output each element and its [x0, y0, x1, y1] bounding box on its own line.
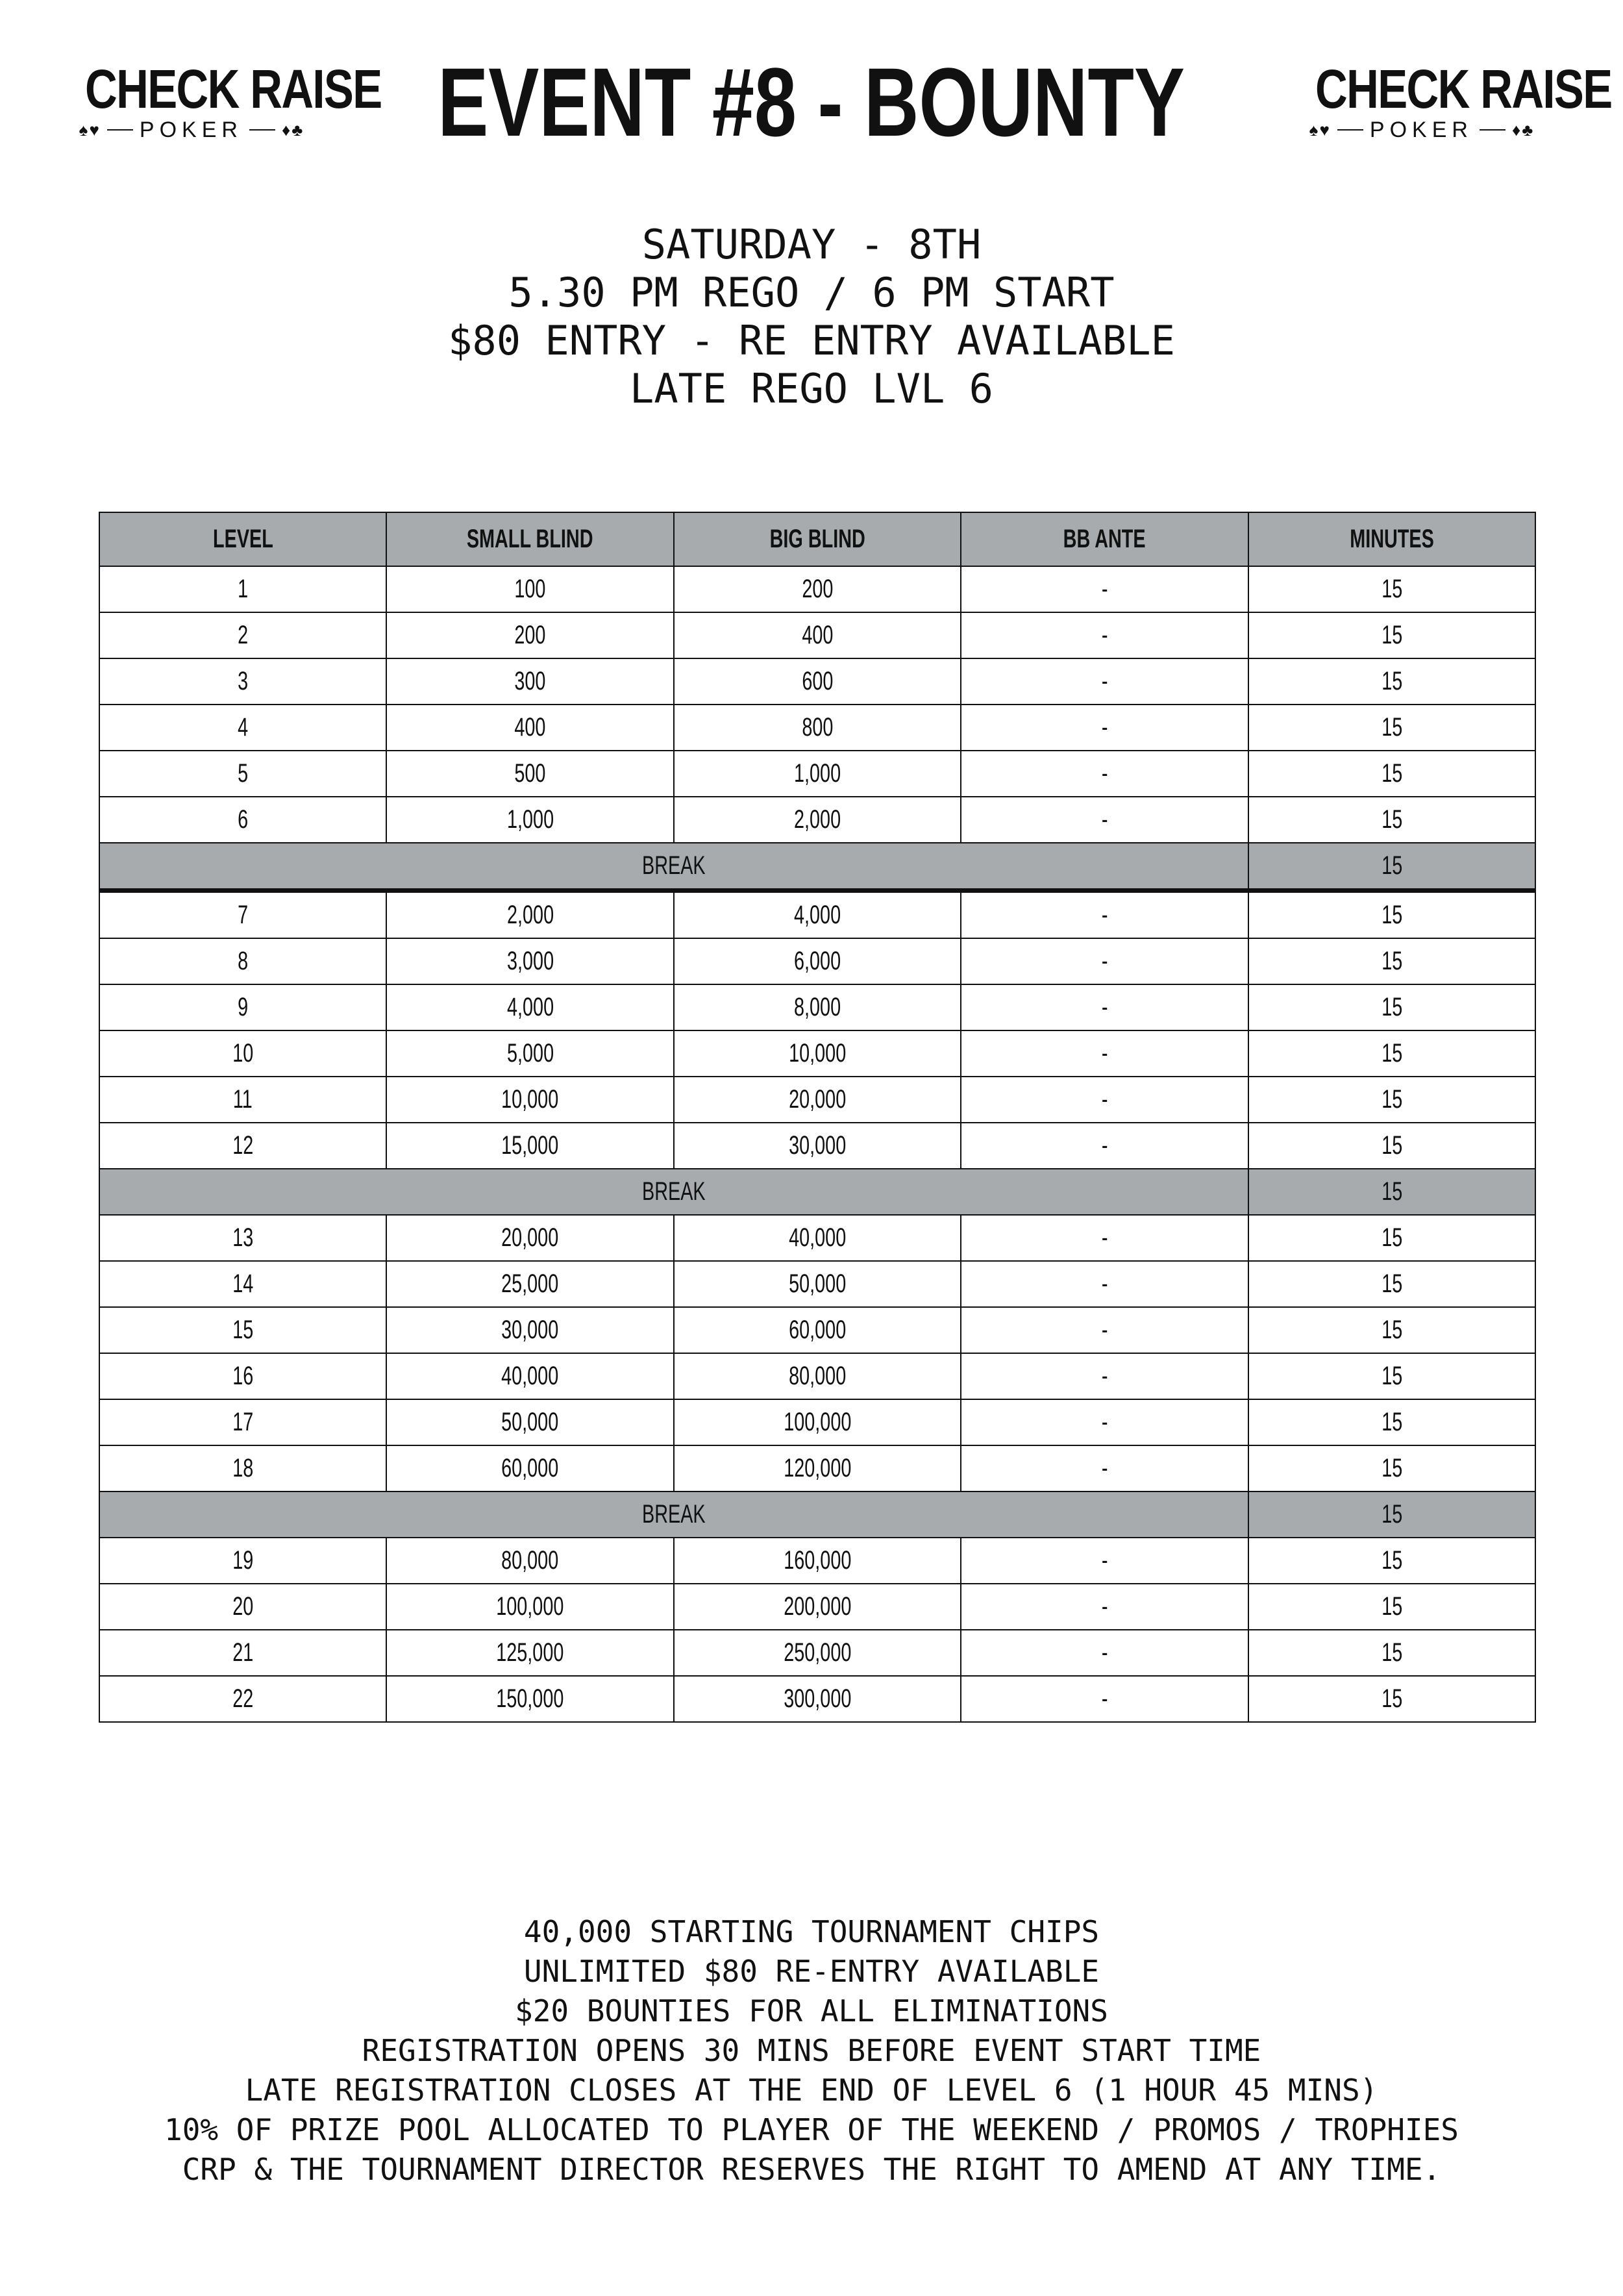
bb-ante-cell: - — [961, 1399, 1248, 1445]
minutes-cell: 15 — [1248, 612, 1535, 658]
level-cell: 16 — [99, 1353, 386, 1399]
table-row — [99, 984, 1535, 1030]
table-row — [99, 938, 1535, 984]
small-blind-cell: 50,000 — [386, 1399, 673, 1445]
level-cell: 15 — [99, 1307, 386, 1353]
level-cell: 7 — [99, 891, 386, 939]
level-cell: 20 — [99, 1584, 386, 1630]
bb-ante-cell: - — [961, 1030, 1248, 1077]
note-line: 40,000 STARTING TOURNAMENT CHIPS — [523, 1914, 1100, 1949]
minutes-cell: 15 — [1248, 1445, 1535, 1491]
small-blind-cell: 400 — [386, 705, 673, 751]
table-row — [99, 1123, 1535, 1169]
minutes-cell: 15 — [1248, 1030, 1535, 1077]
bb-ante-cell: - — [961, 658, 1248, 705]
column-header-small-blind: SMALL BLIND — [386, 512, 673, 566]
small-blind-cell: 500 — [386, 751, 673, 797]
logo-wordmark: CHECK RAISE — [85, 58, 382, 119]
big-blind-cell: 160,000 — [674, 1538, 961, 1584]
bb-ante-cell: - — [961, 1077, 1248, 1123]
column-header-big-blind: BIG BLIND — [674, 512, 961, 566]
logo-wordmark: CHECK RAISE — [1315, 58, 1612, 119]
bb-ante-cell: - — [961, 1215, 1248, 1261]
big-blind-cell: 300,000 — [674, 1676, 961, 1722]
table-row — [99, 566, 1535, 612]
bb-ante-cell: - — [961, 1123, 1248, 1169]
big-blind-cell: 50,000 — [674, 1261, 961, 1307]
logo-rule — [1337, 129, 1363, 131]
logo-subline — [1292, 119, 1552, 141]
big-blind-cell: 600 — [674, 658, 961, 705]
minutes-cell: 15 — [1248, 1215, 1535, 1261]
small-blind-cell: 200 — [386, 612, 673, 658]
small-blind-cell: 30,000 — [386, 1307, 673, 1353]
level-cell: 2 — [99, 612, 386, 658]
small-blind-cell: 60,000 — [386, 1445, 673, 1491]
event-times: 5.30 PM REGO / 6 PM START — [508, 269, 1115, 316]
suits-icon: ♠♥ — [1309, 120, 1331, 140]
bb-ante-cell: - — [961, 566, 1248, 612]
bb-ante-cell: - — [961, 1538, 1248, 1584]
break-row — [99, 1169, 1535, 1215]
level-cell: 9 — [99, 984, 386, 1030]
break-minutes-cell: 15 — [1248, 843, 1535, 891]
big-blind-cell: 800 — [674, 705, 961, 751]
minutes-cell: 15 — [1248, 658, 1535, 705]
bb-ante-cell: - — [961, 705, 1248, 751]
bb-ante-cell: - — [961, 1630, 1248, 1676]
minutes-cell: 15 — [1248, 1123, 1535, 1169]
small-blind-cell: 4,000 — [386, 984, 673, 1030]
level-cell: 17 — [99, 1399, 386, 1445]
table-row — [99, 1538, 1535, 1584]
level-cell: 18 — [99, 1445, 386, 1491]
bb-ante-cell: - — [961, 938, 1248, 984]
big-blind-cell: 30,000 — [674, 1123, 961, 1169]
bb-ante-cell: - — [961, 984, 1248, 1030]
note-line: UNLIMITED $80 RE-ENTRY AVAILABLE — [523, 1954, 1100, 1989]
minutes-cell: 15 — [1248, 1538, 1535, 1584]
big-blind-cell: 80,000 — [674, 1353, 961, 1399]
level-cell: 1 — [99, 566, 386, 612]
small-blind-cell: 3,000 — [386, 938, 673, 984]
bb-ante-cell: - — [961, 797, 1248, 843]
minutes-cell: 15 — [1248, 984, 1535, 1030]
suits-icon: ♠♥ — [79, 120, 101, 140]
event-title-text: EVENT #8 - BOUNTY — [438, 47, 1185, 156]
minutes-cell: 15 — [1248, 1261, 1535, 1307]
break-minutes-cell: 15 — [1248, 1491, 1535, 1538]
note-line: 10% OF PRIZE POOL ALLOCATED TO PLAYER OF THE WEEKEND / PROMOS / TROPHIES — [164, 2112, 1459, 2147]
logo-subline — [62, 119, 321, 141]
big-blind-cell: 1,000 — [674, 751, 961, 797]
event-info — [130, 221, 1493, 413]
logo-rule — [1480, 129, 1505, 131]
tournament-notes — [97, 1912, 1526, 2190]
level-cell: 21 — [99, 1630, 386, 1676]
suits-icon: ♦♣ — [281, 120, 304, 140]
table-row — [99, 1353, 1535, 1399]
note-line: REGISTRATION OPENS 30 MINS BEFORE EVENT START TIME — [362, 2033, 1261, 2068]
big-blind-cell: 20,000 — [674, 1077, 961, 1123]
minutes-cell: 15 — [1248, 1307, 1535, 1353]
table-row — [99, 1261, 1535, 1307]
table-row — [99, 891, 1535, 939]
note-line: CRP & THE TOURNAMENT DIRECTOR RESERVES THE RIGHT TO AMEND AT ANY TIME. — [182, 2152, 1441, 2187]
break-label-cell: BREAK — [99, 1169, 1248, 1215]
small-blind-cell: 80,000 — [386, 1538, 673, 1584]
bb-ante-cell: - — [961, 751, 1248, 797]
blind-structure-table — [99, 512, 1536, 1723]
big-blind-cell: 6,000 — [674, 938, 961, 984]
bb-ante-cell: - — [961, 1445, 1248, 1491]
table-row — [99, 705, 1535, 751]
bb-ante-cell: - — [961, 1584, 1248, 1630]
table-row — [99, 612, 1535, 658]
big-blind-cell: 400 — [674, 612, 961, 658]
logo-rule — [107, 129, 133, 131]
break-label-cell: BREAK — [99, 1491, 1248, 1538]
level-cell: 12 — [99, 1123, 386, 1169]
table-row — [99, 1584, 1535, 1630]
big-blind-cell: 60,000 — [674, 1307, 961, 1353]
table-row — [99, 1307, 1535, 1353]
minutes-cell: 15 — [1248, 1584, 1535, 1630]
table-header-row — [99, 512, 1535, 566]
small-blind-cell: 40,000 — [386, 1353, 673, 1399]
level-cell: 22 — [99, 1676, 386, 1722]
small-blind-cell: 100,000 — [386, 1584, 673, 1630]
table-row — [99, 1445, 1535, 1491]
table-row — [99, 797, 1535, 843]
bb-ante-cell: - — [961, 1676, 1248, 1722]
minutes-cell: 15 — [1248, 566, 1535, 612]
table-row — [99, 1215, 1535, 1261]
minutes-cell: 15 — [1248, 891, 1535, 939]
event-late-rego: LATE REGO LVL 6 — [630, 365, 993, 412]
logo-subtext: POKER — [139, 118, 243, 142]
big-blind-cell: 250,000 — [674, 1630, 961, 1676]
table-row — [99, 751, 1535, 797]
logo-subtext: POKER — [1369, 118, 1473, 142]
table-body — [99, 566, 1535, 1722]
level-cell: 11 — [99, 1077, 386, 1123]
small-blind-cell: 125,000 — [386, 1630, 673, 1676]
level-cell: 19 — [99, 1538, 386, 1584]
bb-ante-cell: - — [961, 1261, 1248, 1307]
table-row — [99, 1630, 1535, 1676]
column-header-bb-ante: BB ANTE — [961, 512, 1248, 566]
table-row — [99, 1077, 1535, 1123]
level-cell: 14 — [99, 1261, 386, 1307]
break-label-cell: BREAK — [99, 843, 1248, 891]
small-blind-cell: 5,000 — [386, 1030, 673, 1077]
level-cell: 10 — [99, 1030, 386, 1077]
event-title — [325, 49, 1298, 156]
level-cell: 3 — [99, 658, 386, 705]
big-blind-cell: 4,000 — [674, 891, 961, 939]
column-header-level: LEVEL — [99, 512, 386, 566]
level-cell: 8 — [99, 938, 386, 984]
small-blind-cell: 10,000 — [386, 1077, 673, 1123]
big-blind-cell: 8,000 — [674, 984, 961, 1030]
big-blind-cell: 40,000 — [674, 1215, 961, 1261]
column-header-minutes: MINUTES — [1248, 512, 1535, 566]
big-blind-cell: 120,000 — [674, 1445, 961, 1491]
logo-rule — [249, 129, 275, 131]
big-blind-cell: 200,000 — [674, 1584, 961, 1630]
minutes-cell: 15 — [1248, 1399, 1535, 1445]
small-blind-cell: 25,000 — [386, 1261, 673, 1307]
big-blind-cell: 10,000 — [674, 1030, 961, 1077]
bb-ante-cell: - — [961, 1307, 1248, 1353]
table-row — [99, 658, 1535, 705]
big-blind-cell: 100,000 — [674, 1399, 961, 1445]
level-cell: 13 — [99, 1215, 386, 1261]
minutes-cell: 15 — [1248, 751, 1535, 797]
big-blind-cell: 200 — [674, 566, 961, 612]
small-blind-cell: 300 — [386, 658, 673, 705]
break-row — [99, 843, 1535, 891]
minutes-cell: 15 — [1248, 797, 1535, 843]
small-blind-cell: 15,000 — [386, 1123, 673, 1169]
big-blind-cell: 2,000 — [674, 797, 961, 843]
event-date: SATURDAY - 8TH — [641, 221, 982, 268]
bb-ante-cell: - — [961, 1353, 1248, 1399]
minutes-cell: 15 — [1248, 938, 1535, 984]
minutes-cell: 15 — [1248, 1676, 1535, 1722]
bb-ante-cell: - — [961, 612, 1248, 658]
minutes-cell: 15 — [1248, 1630, 1535, 1676]
table-row — [99, 1676, 1535, 1722]
check-raise-logo-left — [62, 58, 382, 142]
minutes-cell: 15 — [1248, 1077, 1535, 1123]
bb-ante-cell: - — [961, 891, 1248, 939]
note-line: LATE REGISTRATION CLOSES AT THE END OF LEVEL 6 (1 HOUR 45 MINS) — [245, 2073, 1378, 2108]
event-entry: $80 ENTRY - RE ENTRY AVAILABLE — [448, 317, 1175, 364]
check-raise-logo-right — [1292, 58, 1612, 142]
level-cell: 4 — [99, 705, 386, 751]
table-row — [99, 1030, 1535, 1077]
level-cell: 6 — [99, 797, 386, 843]
break-row — [99, 1491, 1535, 1538]
suits-icon: ♦♣ — [1511, 120, 1535, 140]
level-cell: 5 — [99, 751, 386, 797]
minutes-cell: 15 — [1248, 705, 1535, 751]
small-blind-cell: 2,000 — [386, 891, 673, 939]
small-blind-cell: 100 — [386, 566, 673, 612]
small-blind-cell: 150,000 — [386, 1676, 673, 1722]
small-blind-cell: 20,000 — [386, 1215, 673, 1261]
table-row — [99, 1399, 1535, 1445]
minutes-cell: 15 — [1248, 1353, 1535, 1399]
small-blind-cell: 1,000 — [386, 797, 673, 843]
note-line: $20 BOUNTIES FOR ALL ELIMINATIONS — [515, 1993, 1108, 2028]
break-minutes-cell: 15 — [1248, 1169, 1535, 1215]
